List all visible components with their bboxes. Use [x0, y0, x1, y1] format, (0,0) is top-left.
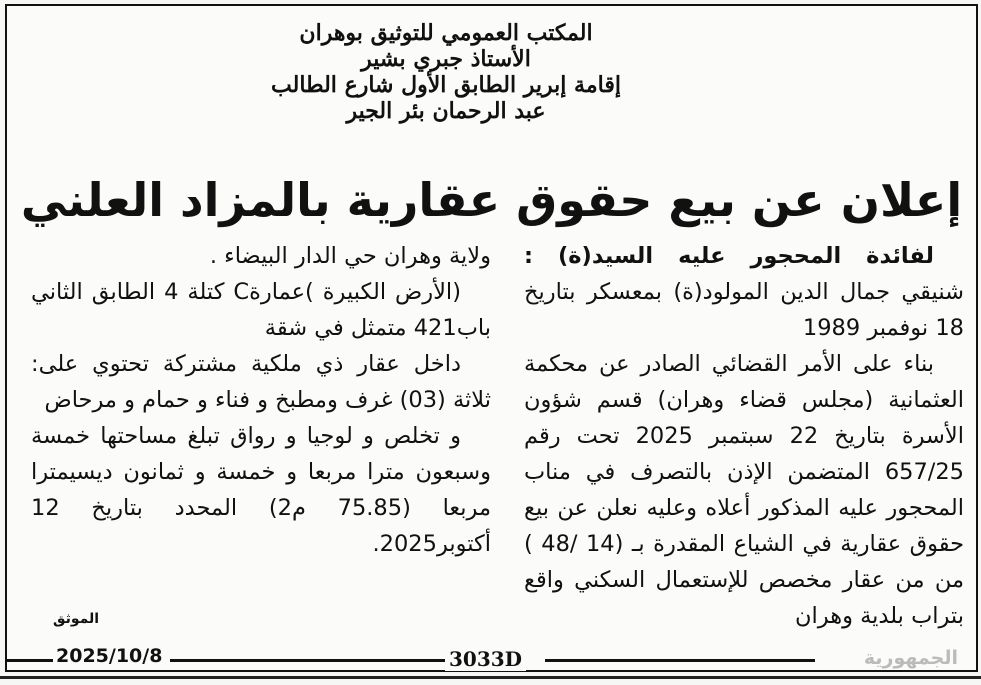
court-order-paragraph: بناء على الأمر القضائي الصادر عن محكمة العثمانية (مجلس قضاء وهران) قسم شؤون الأسرة بتاريخ 22 سبتمبر 2025 تحت رقم 657/25 المتضمن الإذن بالتصرف في مناب المحجور عليه المذكور أعلاه وعليه نعلن عن بيع حقوق عقارية في الشياع المقدرة بـ (14 /48 ) من من عقار مخصص للإستعمال السكني واقع بتراب بلدية وهران [524, 351, 964, 629]
notary-name: الأستاذ جبري بشير [361, 46, 531, 72]
beneficiary-lead: لفائدة المحجور عليه السيد(ة) : [524, 243, 934, 269]
notary-signature-label: الموثق [53, 611, 100, 627]
office-name: المكتب العمومي للتوثيق بوهران [299, 20, 593, 46]
building-paragraph: (الأرض الكبيرة )عمارةC كتلة 4 الطابق الثاني باب421 متمثل في شقة [31, 279, 491, 341]
address-line-1: إقامة إبرير الطابق الأول شارع الطالب [271, 72, 621, 98]
notice-frame [5, 4, 978, 672]
footer-rule-mid-left [170, 659, 445, 662]
footer [5, 645, 974, 675]
area-paragraph: و تخلص و لوجيا و رواق تبلغ مساحتها خمسة وسبعون مترا مربعا و خمسة و ثمانون ديسيمترا مربعا (75.85 م2) المحدد بتاريخ 12 أكتوبر2025. [31, 423, 492, 557]
address-line-2: عبد الرحمان بئر الجير [346, 98, 546, 124]
notary-header [246, 20, 646, 124]
location-paragraph: ولاية وهران حي الدار البيضاء . [209, 243, 491, 269]
ad-reference: 3033D [445, 647, 526, 671]
footer-rule-mid-right [545, 659, 815, 662]
publication-date: 2025/10/8 [53, 645, 165, 667]
footer-rule-left [5, 659, 53, 662]
left-column [31, 238, 491, 562]
rooms-paragraph: داخل عقار ذي ملكية مشتركة تحتوي على: ثلاثة (03) غرف ومطبخ و فناء و حمام و مرحاض [31, 351, 491, 413]
newspaper-logo: الجمهورية [860, 647, 962, 669]
beneficiary-paragraph: لفائدة المحجور عليه السيد(ة) : شنيقي جمال الدين المولود(ة) بمعسكر بتاريخ 18 نوفمبر 1989 [524, 243, 964, 341]
notice-title: إعلان عن بيع حقوق عقارية بالمزاد العلني [20, 173, 963, 227]
right-column [524, 238, 964, 634]
scan-edge [0, 676, 981, 679]
